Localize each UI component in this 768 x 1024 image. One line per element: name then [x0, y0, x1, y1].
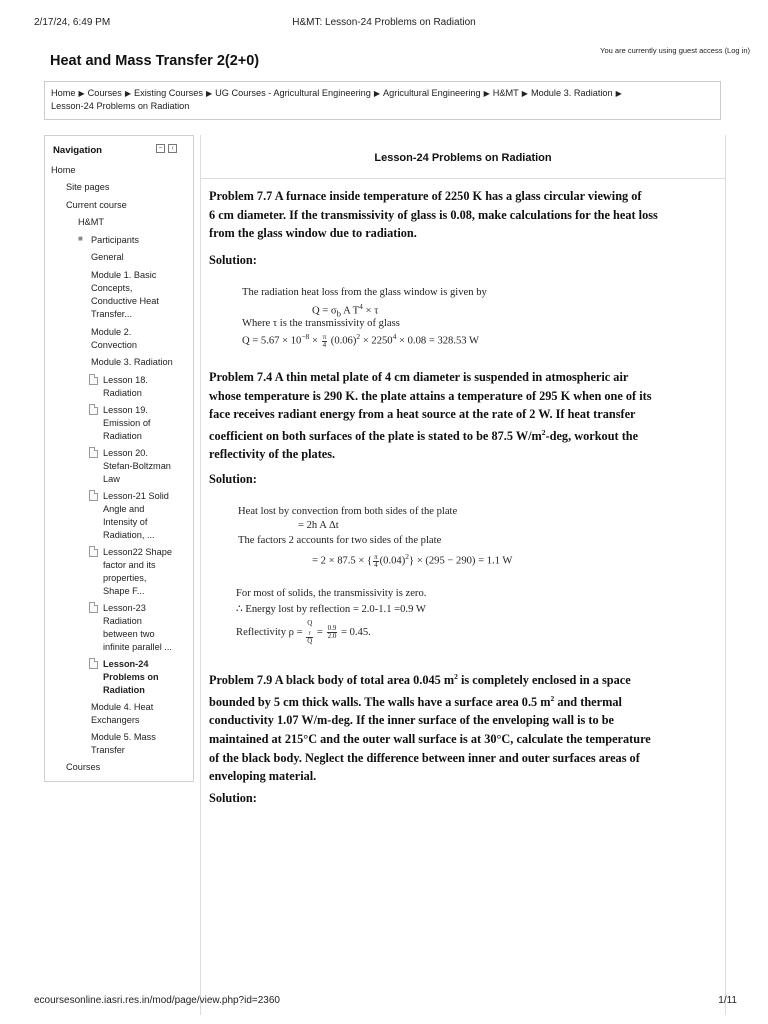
equation-part: A T — [341, 305, 360, 317]
nav-lesson-20-line: Law — [103, 474, 120, 484]
breadcrumb-separator-icon: ▶ — [205, 89, 213, 98]
nav-lesson-18-line: Lesson 18. — [103, 375, 148, 385]
nav-module-4-line: Module 4. Heat — [91, 702, 154, 712]
equation-part: 4 — [359, 302, 363, 311]
equation-part: = — [314, 627, 326, 639]
page-icon — [89, 374, 98, 385]
equation-result — [242, 332, 479, 349]
problem-line — [209, 668, 717, 690]
problem-7-7-text — [209, 187, 717, 243]
problem-line — [209, 424, 717, 446]
dock-icon[interactable]: ‹ — [168, 144, 177, 153]
login-link[interactable]: (Log in) — [724, 46, 750, 55]
page-icon — [89, 602, 98, 613]
equation-part: b — [336, 308, 342, 319]
page-icon — [89, 404, 98, 415]
breadcrumb-ug-courses[interactable]: UG Courses - Agricultural Engineering — [215, 88, 371, 98]
breadcrumb — [44, 81, 721, 120]
problem-7-9-text — [209, 668, 717, 786]
equation-part: × — [309, 335, 321, 347]
nav-module-3[interactable]: Module 3. Radiation — [91, 357, 173, 367]
solution-heading: Solution: — [209, 253, 257, 267]
equation-part: (0.06) — [328, 335, 357, 347]
nav-lesson-22-line: Shape F... — [103, 586, 145, 596]
equation-part: × 0.08 = 328.53 W — [396, 335, 480, 347]
problem-line: face receives radiant energy from a heat source at the rate of 2 W. If heat transfer — [209, 407, 636, 422]
breadcrumb-existing-courses[interactable]: Existing Courses — [134, 88, 203, 98]
nav-lesson-24-line: Problems on — [103, 672, 159, 682]
equation-convection-result — [312, 552, 512, 569]
breadcrumb-separator-icon: ▶ — [124, 89, 132, 98]
problem-line: from the glass window due to radiation. — [209, 226, 417, 241]
nav-module-1-line: Concepts, — [91, 283, 133, 293]
nav-lesson-22-line: properties, — [103, 573, 147, 583]
nav-lesson-20-line: Stefan-Boltzman — [103, 461, 171, 471]
equation-part: (0.04) — [379, 555, 406, 567]
problem-line — [209, 690, 717, 712]
nav-lesson-22-line: Lesson22 Shape — [103, 547, 172, 557]
nav-lesson-18-line: Radiation — [103, 388, 142, 398]
problem-text-part: bounded by 5 cm thick walls. The walls have a surface area 0.5 m — [209, 694, 551, 709]
print-page-title: H&MT: Lesson-24 Problems on Radiation — [292, 17, 476, 28]
problem-text-part: Problem 7.9 A black body of total area 0.045 m — [209, 673, 455, 688]
solution-heading: Solution: — [209, 791, 257, 805]
problem-text-part: and thermal — [554, 694, 622, 709]
nav-current-course[interactable]: Current course — [66, 200, 127, 210]
footer-page-number: 1/11 — [718, 995, 737, 1006]
problem-text-part: is completely enclosed in a space — [457, 673, 631, 688]
equation-part: = 0.45. — [338, 627, 371, 639]
lesson-title: Lesson-24 Problems on Radiation — [374, 152, 552, 164]
equation-part: × 2250 — [360, 335, 393, 347]
equation-part: 4 — [392, 332, 397, 341]
fraction-numerator: π — [374, 552, 378, 561]
equation-part: × τ — [362, 305, 379, 317]
problem-text-part: 2 — [454, 672, 458, 681]
problem-7-4-text — [209, 368, 717, 464]
fraction-denominator: 2.0 — [327, 632, 337, 641]
fraction — [306, 620, 313, 645]
problem-line: Problem 7.4 A thin metal plate of 4 cm diameter is suspended in atmospheric air — [209, 370, 629, 384]
main-content-frame — [200, 135, 726, 1015]
equation-line: Heat lost by convection from both sides of the plate — [238, 506, 458, 517]
nav-general[interactable]: General — [91, 252, 124, 262]
equation-part: = 2 × 87.5 × { — [312, 555, 373, 567]
equation-part: 2 — [356, 332, 361, 341]
nav-participants[interactable]: Participants — [91, 235, 140, 245]
page-icon — [89, 546, 98, 557]
page-icon — [89, 490, 98, 501]
nav-lesson-21-line: Intensity of — [103, 517, 148, 527]
equation-line: ∴ Energy lost by reflection = 2.0-1.1 =0.9 W — [236, 604, 426, 615]
nav-lesson-23-line: infinite parallel ... — [103, 642, 172, 652]
equation-radiation-loss — [312, 302, 378, 319]
nav-lesson-24-line: Lesson-24 — [103, 659, 149, 669]
equation-line: The radiation heat loss from the glass window is given by — [242, 287, 487, 298]
equation-line: The factors 2 accounts for two sides of the plate — [238, 535, 442, 546]
print-datetime: 2/17/24, 6:49 PM — [34, 17, 111, 28]
equation-line: Where τ is the transmissivity of glass — [242, 318, 400, 329]
page-icon — [89, 658, 98, 669]
breadcrumb-separator-icon: ▶ — [483, 89, 490, 98]
guest-access-text: You are currently using guest access — [600, 46, 723, 55]
problem-text-part: 2 — [541, 427, 546, 437]
problem-line: Problem 7.7 A furnace inside temperature of 2250 K has a glass circular viewing of — [209, 189, 642, 203]
nav-lesson-21-line: Lesson-21 Solid — [103, 491, 169, 501]
fraction-numerator: 0.9 — [327, 624, 337, 633]
breadcrumb-courses[interactable]: Courses — [87, 88, 122, 98]
breadcrumb-hmt[interactable]: H&MT — [492, 88, 519, 98]
nav-lesson-23-line: Lesson-23 — [103, 603, 146, 613]
problem-line: 6 cm diameter. If the transmissivity of glass is 0.08, make calculations for the heat loss — [209, 207, 658, 222]
equation-line: = 2h A Δt — [298, 520, 339, 531]
title-divider — [200, 178, 726, 179]
nav-lesson-23-line: between two — [103, 629, 155, 639]
nav-lesson-19-line: Lesson 19. — [103, 405, 148, 415]
breadcrumb-separator-icon: ▶ — [521, 89, 528, 98]
fraction-denominator: Q — [307, 637, 313, 646]
equation-part: r — [308, 630, 311, 637]
equation-reflectivity — [236, 620, 371, 645]
equation-part: Q = 5.67 × 10 — [242, 335, 302, 347]
fraction-numerator: π — [322, 332, 327, 341]
breadcrumb-current-page: Lesson-24 Problems on Radiation — [51, 101, 190, 111]
problem-line: of the black body. Neglect the difference between inner and outer surfaces areas of — [209, 750, 640, 765]
nav-site-pages[interactable]: Site pages — [66, 182, 110, 192]
nav-hmt[interactable]: H&MT — [78, 217, 105, 227]
nav-lesson-24-line: Radiation — [103, 685, 145, 695]
nav-lesson-21-line: Angle and — [103, 504, 145, 514]
equation-part: 2 — [405, 552, 409, 561]
breadcrumb-agricultural-engineering[interactable]: Agricultural Engineering — [383, 88, 481, 98]
nav-lesson-19-line: Emission of — [103, 418, 151, 428]
breadcrumb-separator-icon: ▶ — [615, 89, 622, 98]
fraction-denominator: 4 — [374, 560, 378, 569]
nav-module-2-line: Module 2. — [91, 327, 132, 337]
equation-part: Reflectivity ρ = — [236, 627, 306, 639]
nav-courses[interactable]: Courses — [66, 762, 101, 772]
nav-lesson-19-line: Radiation — [103, 431, 142, 441]
nav-lesson-20-line: Lesson 20. — [103, 448, 148, 458]
fraction-numerator — [306, 620, 313, 638]
site-title[interactable]: Heat and Mass Transfer 2(2+0) — [50, 53, 260, 69]
problem-line: enveloping material. — [209, 769, 317, 784]
nav-module-5-line: Transfer — [91, 745, 125, 755]
nav-lesson-21-line: Radiation, ... — [103, 530, 155, 540]
nav-module-1-line: Conductive Heat — [91, 296, 159, 306]
solution-heading: Solution: — [209, 472, 257, 486]
page-icon — [89, 447, 98, 458]
problem-line: conductivity 1.07 W/m-deg. If the inner surface of the enveloping wall is to be — [209, 713, 614, 728]
collapse-icon[interactable]: − — [156, 144, 165, 153]
guest-access-notice — [600, 46, 750, 55]
nav-lesson-22-line: factor and its — [103, 560, 156, 570]
breadcrumb-module-3[interactable]: Module 3. Radiation — [530, 88, 613, 98]
navigation-block — [44, 135, 194, 782]
equation-part: Q = σ — [312, 305, 337, 317]
breadcrumb-separator-icon: ▶ — [78, 89, 85, 98]
bullet-icon: ■ — [78, 234, 83, 243]
equation-part: Q — [307, 619, 313, 627]
nav-home[interactable]: Home — [51, 165, 76, 175]
problem-text-part: 2 — [550, 693, 555, 703]
navigation-title: Navigation — [53, 145, 103, 156]
nav-module-2-line: Convection — [91, 340, 137, 350]
breadcrumb-home[interactable]: Home — [51, 88, 76, 98]
block-controls — [156, 144, 177, 153]
equation-part: } × (295 − 290) = 1.1 W — [409, 555, 513, 567]
nav-module-1-line: Module 1. Basic — [91, 270, 157, 280]
fraction — [322, 334, 328, 349]
problem-line: maintained at 215°C and the outer wall surface is at 30°C, calculate the temperature — [209, 731, 651, 746]
nav-module-5-line: Module 5. Mass — [91, 732, 156, 742]
fraction — [373, 554, 379, 569]
problem-line: reflectivity of the plates. — [209, 447, 336, 462]
problem-text-part: -deg, workout the — [545, 428, 639, 443]
breadcrumb-separator-icon: ▶ — [373, 89, 381, 98]
nav-module-4-line: Exchangers — [91, 715, 140, 725]
problem-line: whose temperature is 290 K. the plate attains a temperature of 295 K when one of its — [209, 388, 652, 403]
nav-lesson-23-line: Radiation — [103, 616, 142, 626]
fraction — [327, 625, 338, 640]
fraction-denominator: 4 — [322, 340, 327, 349]
nav-module-1-line: Transfer... — [91, 309, 133, 319]
equation-line: For most of solids, the transmissivity is zero. — [236, 588, 427, 599]
equation-part: −8 — [301, 332, 310, 341]
problem-text-part: coefficient on both surfaces of the plate is stated to be 87.5 W/m — [209, 428, 542, 443]
footer-url: ecoursesonline.iasri.res.in/mod/page/view.php?id=2360 — [34, 995, 280, 1006]
